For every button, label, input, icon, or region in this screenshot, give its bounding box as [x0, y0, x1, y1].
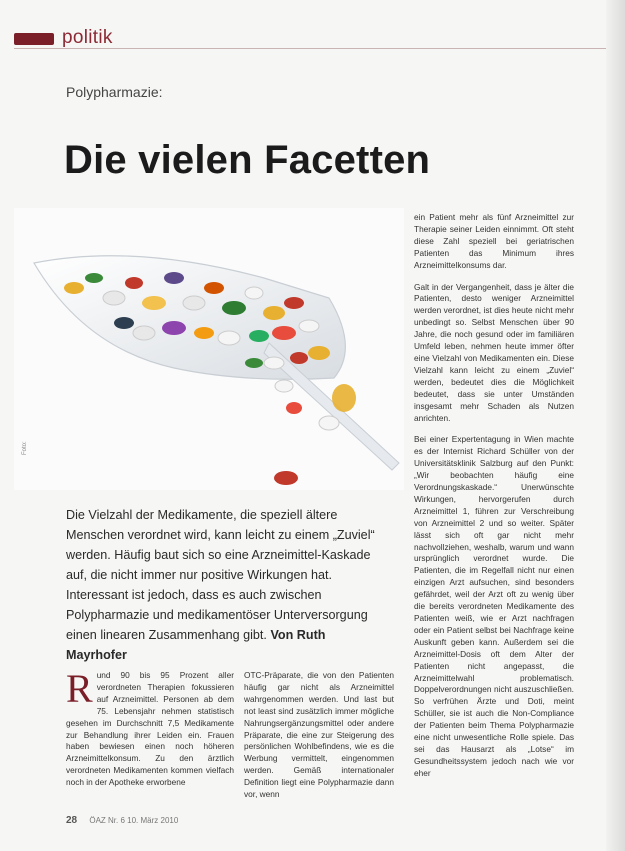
issue-info: ÖAZ Nr. 6 10. März 2010	[89, 816, 179, 825]
page-spine-shadow	[606, 0, 625, 851]
column-2-text: OTC-Präparate, die von den Patienten häufig gar nicht als Arzneimittel wahrgenommen werden. Und last but not least sind zusätzlich immer mögliche Nahrungsergänzungsmittel oder andere Präparate, die eine zur Steigerung des persönlichen Wohlbefindens, wie es die Werbung vermittelt, eingenommen werden. Gemäß internationaler Definition liegt eine Polypharmazie dann vor, wenn	[244, 670, 394, 800]
article-kicker: Polypharmazie:	[66, 84, 163, 100]
article-headline: Die vielen Facetten	[64, 138, 431, 182]
header-rule	[14, 48, 614, 49]
column-3-paragraph-3: Bei einer Expertentagung in Wien machte es der Internist Richard Schüller von der Universitätsklinik Salzburg auf den Punkt: „Wir beobachten häufig eine Verordnungskaskade.“ Unerwünschte Wirkungen, hervorgerufen durch Arzneimittel 1, führen zur Verschreibung von Arzneimittel 2 und so weiter. Später lässt sich oft gar nicht mehr nachvollziehen, weshalb, warum und wann ursprünglich verordnet wurde. Die Patienten, die im Regelfall nicht nur einen einzigen Arzt aufsuchen, sind besonders gefährdet, weil der Arzt oft zu wenig über die bereits verordneten Medikamente des Patienten weiß, wie er Arzt nachfragen oder ein Patient selbst bei Nachfrage keine Auskunft geben kann. Außerdem sei die Arzneimittel-Dosis oft dem Alter der Patienten nicht angepasst, die Arzneimittelwahl problematisch. Doppelverordnungen nicht auszuschließen. So verfrühen Ärzte und Doti, meint Schüller, sie ist auch die Non-Compliance der Patienten beim Thema Polypharmazie eine nicht unwesentliche Rolle spiele. Das sei das Hausarzt als „Lotse“ im Gesundheitssystem jedoch nach wie vor eher	[414, 434, 574, 778]
page-number: 28	[66, 815, 78, 826]
body-column-1	[66, 666, 234, 799]
byline: Von Ruth Mayrhofer	[66, 628, 326, 662]
section-color-bar	[14, 33, 54, 45]
column-3-paragraph-2: Galt in der Vergangenheit, dass je älter die Patienten, desto weniger Arzneimittel werden verordnet, ist dies heute nicht mehr unbedingt so. Selbst Menschen über 90 Jahre, die noch gesund oder im familiären Umfeld leben, nehmen heute immer öfter eine Vielzahl von Medikamenten ein. Diese Vielzahl kann leicht zu einem „Zuviel“ werden, bedeutet dies die Möglichkeit bedeutet, dass sie unter Umständen insgesamt mehr Schaden als Nutzen anrichten.	[414, 281, 574, 423]
drop-cap: R	[66, 666, 93, 711]
image-credit: Foto:	[22, 441, 28, 455]
body-column-2	[244, 670, 394, 811]
article-lead	[66, 505, 384, 665]
lead-text: Die Vielzahl der Medikamente, die speziell ältere Menschen verordnet wird, kann leicht zu einem „Zuviel“ werden. Häufig baut sich so eine Arzneimittel-Kaskade auf, die nicht immer nur positive Wirkungen hat. Interessant ist jedoch, dass es auch zwischen Polypharmazie und medikamentöser Unterversorgung einen linearen Zusammenhang gibt.	[66, 508, 375, 642]
column-1-text: und 90 bis 95 Prozent aller verordneten Therapien fokussieren auf Arzneimittel. Personen ab dem 75. Lebensjahr nehmen statistisch gesehen im Durchschnitt 7,5 Medikamente zur Behandlung ihrer Leiden ein. Frauen haben bewiesen einen noch höheren Arzneimittelkonsum. Zu den ärztlich verordneten Medikamenten kommen vielfach noch in der Apotheke erworbene	[66, 670, 234, 788]
column-3-paragraph-1: ein Patient mehr als fünf Arzneimittel zur Therapie seiner Leiden einnimmt. Oft steht diese Zahl speziell bei geriatrischen Patienten das Minimum ihres Arzneimittelkonsums dar.	[414, 212, 574, 270]
page-footer	[66, 815, 178, 826]
section-label: politik	[62, 27, 113, 48]
pills-photo	[14, 208, 404, 490]
pills-illustration	[14, 208, 404, 490]
body-column-3	[414, 212, 574, 790]
